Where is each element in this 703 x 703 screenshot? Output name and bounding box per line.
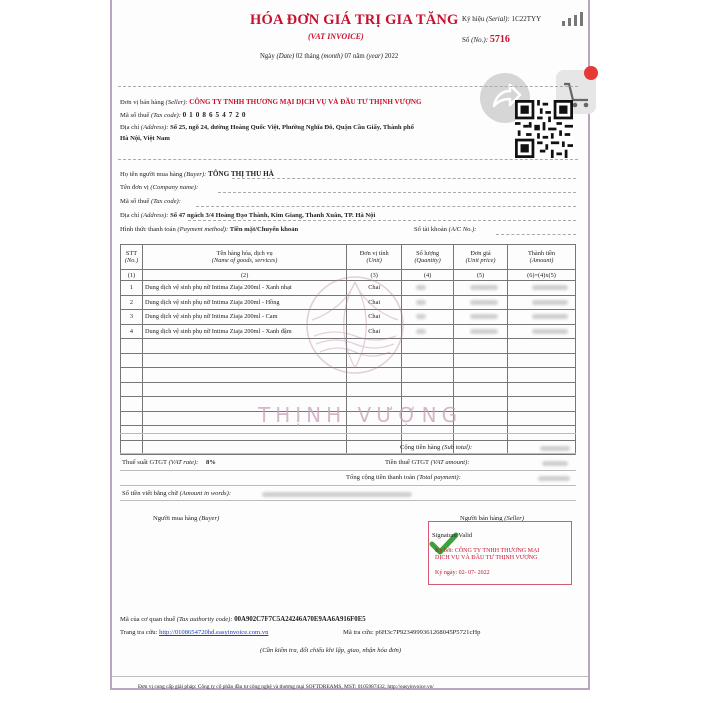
table-header-row [121,245,576,270]
vat-amount-value-redacted [542,461,568,466]
lookup-page: Trang tra cứu: http://0108654720hd.easyinvoice.com.vn [120,629,269,636]
row-unit: Chai [347,295,402,310]
seller-tax-code: Mã số thuế (Tax code): 0 1 0 8 6 5 4 7 2 0 [120,111,247,119]
row-unit-price [454,281,508,296]
buyer-tax-code: Mã số thuế (Tax code): [120,198,181,205]
row-name: Dung dịch vệ sinh phụ nữ Intima Ziaja 200ml - Xanh đậm [142,324,346,339]
verification-note: (Cần kiểm tra, đối chiếu khi lập, giao, nhận hóa đơn) [260,647,402,654]
row-unit-price [454,324,508,339]
invoice-serial: Ký hiệu (Serial): 1C22TYY [462,15,542,23]
watermark-text: THỊNH VƯỢNG [258,403,463,427]
row-unit-price [454,295,508,310]
tax-authority-code: Mã của cơ quan thuế (Tax authority code): 00A902C7F7C5A24246A70E9AA6A916F0E5 [120,616,366,623]
buyer-signature-label: Người mua hàng (Buyer) [153,515,220,522]
row-amount [508,324,576,339]
lookup-code: Mã tra cứu: p6H3c7P9234999361268045P5721cHp [343,629,481,636]
thinh-vuong-logo-watermark [300,270,410,380]
invoice-subtitle: (VAT INVOICE) [308,32,364,41]
col-header: Đơn vị tính (Unit) [347,245,402,270]
row-unit: Chai [347,324,402,339]
invoice-date: Ngày (Date) 02 tháng (month) 07 năm (year) 2022 [260,53,399,60]
signed-by: Ký bởi: CÔNG TY TNHH THƯƠNG MẠI DỊCH VỤ VÀ ĐẦU TƯ THỊNH VƯỢNG [435,548,540,561]
subtotal-value-redacted [540,446,570,451]
row-amount [508,281,576,296]
lookup-url-link[interactable]: http://0108654720hd.easyinvoice.com.vn [159,629,269,636]
row-name: Dung dịch vệ sinh phụ nữ Intima Ziaja 200ml - Hồng [142,295,346,310]
seller-address: Địa chỉ (Address): Số 25, ngõ 24, đường Hoàng Quốc Việt, Phường Nghĩa Đô, Quận Cầu Giấy, Thành phố [120,124,414,131]
col-header: Số lượng (Quantity) [402,245,454,270]
subtotal: Cộng tiền hàng (Sub total): [400,444,473,451]
buyer-account: Số tài khoản (A/C No.): [414,226,477,233]
amount-in-words-redacted [262,492,412,497]
row-amount [508,310,576,325]
buyer-address: Địa chỉ (Address): Số 47 ngách 3/4 Hoàng Đạo Thành, Kim Giang, Thanh Xuân, TP. Hà Nội [120,212,376,219]
signature-valid: Signature Valid [432,532,473,539]
signal-icon [561,12,587,26]
row-name: Dung dịch vệ sinh phụ nữ Intima Ziaja 200ml - Cam [142,310,346,325]
col-number: (5) [454,270,508,281]
qr-code[interactable] [515,100,573,158]
row-unit: Chai [347,310,402,325]
invoice-number: Số (No.): 5716 [462,34,510,45]
table-row [121,382,576,397]
col-number: (6)=(4)x(5) [508,270,576,281]
col-header: Đơn giá (Unit price) [454,245,508,270]
col-header: Tên hàng hóa, dịch vụ (Name of goods, services) [142,245,346,270]
total-value-redacted [538,476,570,481]
seller-name: Đơn vị bán hàng (Seller): CÔNG TY TNHH THƯƠNG MẠI DỊCH VỤ VÀ ĐẦU TƯ THỊNH VƯỢNG [120,98,422,106]
row-unit-price [454,310,508,325]
amount-in-words: Số tiền viết bằng chữ (Amount in words): [122,490,232,497]
seller-signature-label: Người bán hàng (Seller) [460,515,525,522]
row-unit: Chai [347,281,402,296]
col-header: STT (No.) [121,245,143,270]
vat-amount: Tiền thuế GTGT (VAT amount): [385,459,470,466]
row-no: 3 [121,310,143,325]
provider-info: Đơn vị cung cấp giải pháp: Công ty cổ phần đầu tư công nghệ và thương mại SOFTDREAMS, MST: 0105987432, http://easyinvoice.vn/ [138,684,434,690]
cart-badge [584,66,598,80]
buyer-company: Tên đơn vị (Company name): [120,184,199,191]
row-name: Dung dịch vệ sinh phụ nữ Intima Ziaja 200ml - Xanh nhạt [142,281,346,296]
total-payment: Tổng cộng tiền thanh toán (Total payment): [346,474,461,481]
vat-rate: Thuế suất GTGT (VAT rate): 8% [122,459,216,466]
buyer-name: Họ tên người mua hàng (Buyer): TÔNG THỊ THU HÀ [120,170,274,178]
col-number: (1) [121,270,143,281]
row-amount [508,295,576,310]
col-header: Thành tiền (Amount) [508,245,576,270]
row-no: 1 [121,281,143,296]
digital-signature-stamp [428,521,572,585]
invoice-title: HÓA ĐƠN GIÁ TRỊ GIA TĂNG [250,12,459,28]
col-number: (3) [347,270,402,281]
signed-date: Ký ngày: 02- 07- 2022 [435,570,490,576]
seller-address-line2: Hà Nội, Việt Nam [120,135,170,142]
col-number: (2) [142,270,346,281]
col-number: (4) [402,270,454,281]
row-no: 2 [121,295,143,310]
row-no: 4 [121,324,143,339]
buyer-payment: Hình thức thanh toán (Payment method): Tiền mặt/Chuyển khoản [120,226,299,233]
